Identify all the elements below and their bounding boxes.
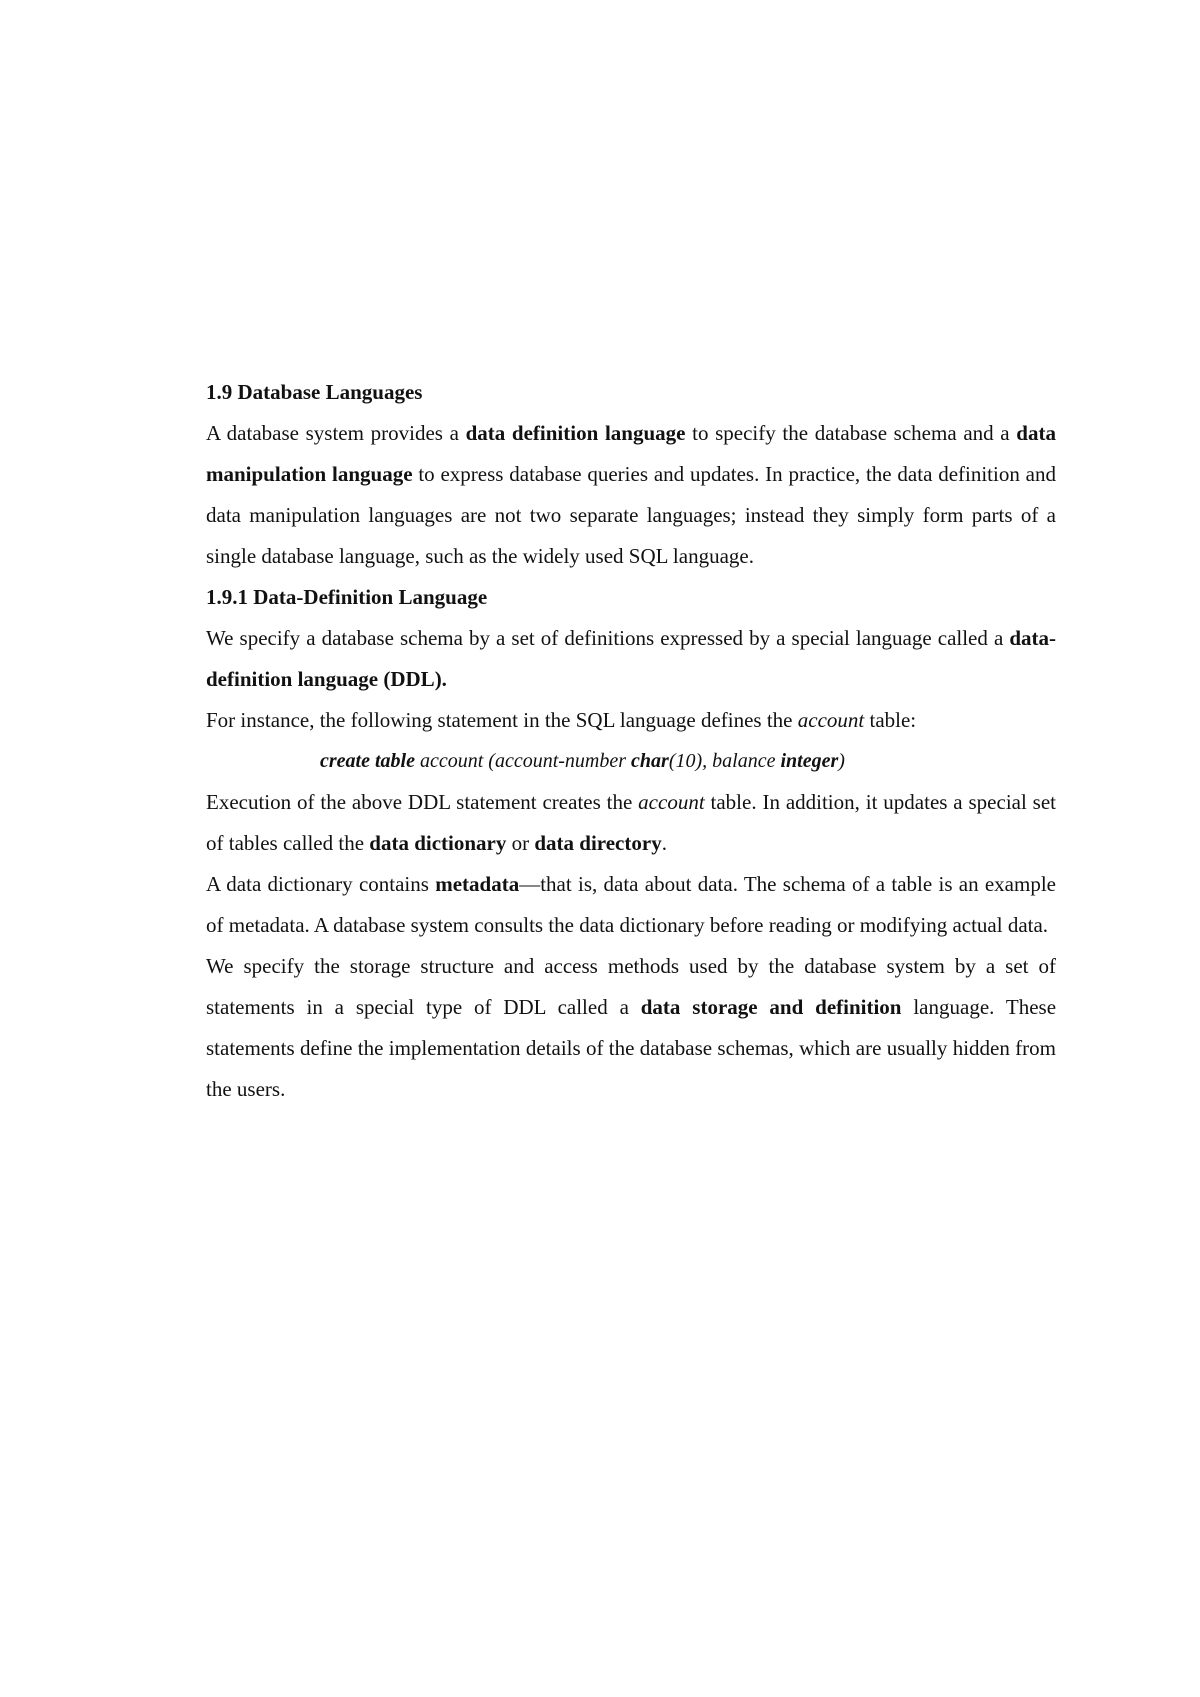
storage-text-1: We specify the storage structure and access methods used by the database system by a set of statements in a special type of DDL called a [206,954,1056,1019]
storage-text-2: language. These statements define the implementation details of the database schemas, which are usually hidden from the users. [206,995,1057,1101]
sql-statement [206,741,1056,782]
term-account: account [797,708,865,732]
intro-text-1: A database system provides a [206,421,466,445]
subsection-title: 1.9.1 Data-Definition Language [206,585,488,609]
example-text-1: For instance, the following statement in the SQL language defines the [206,708,798,732]
term-account-2: account [638,790,705,814]
sql-keyword-char: char [631,750,669,772]
exec-text-1: Execution of the above DDL statement creates the [206,790,639,814]
meta-text-1: A data dictionary contains [206,872,436,896]
example-text-2: table: [864,708,917,732]
ddl-definition-paragraph [206,618,1056,700]
term-ddl: data definition language [465,421,686,445]
term-data-storage-and-definition: data storage and definition [640,995,902,1019]
sql-text-2: (10), balance [668,750,781,772]
exec-text-4: . [661,831,667,855]
term-data-directory: data directory [534,831,662,855]
term-dml: data manipulation language [206,421,1056,486]
execution-paragraph [206,782,1056,864]
exec-text-2: table. In addition, it updates a special set of tables called the [206,790,1056,855]
sql-keyword-integer: integer [780,750,839,772]
term-data-definition-language: data-definition language (DDL). [206,626,1056,691]
storage-paragraph [206,946,1056,1110]
intro-text-2: to specify the database schema and a [685,421,1017,445]
example-intro-paragraph [206,700,1056,741]
sql-text-1: account (account-number [414,750,632,772]
term-metadata: metadata [435,872,520,896]
exec-text-3: or [506,831,535,855]
sql-keyword-create-table: create table [320,750,415,772]
intro-paragraph [206,413,1056,577]
section-title: 1.9 Database Languages [206,380,423,404]
metadata-paragraph [206,864,1056,946]
sql-text-3: ) [838,750,845,772]
term-data-dictionary: data dictionary [369,831,507,855]
document-page [206,372,1056,1110]
intro-text-3: to express database queries and updates. In practice, the data definition and data manipulation languages are not two separate languages; instead they simply form parts of a single database language, such as the widely used SQL language. [206,462,1056,568]
meta-text-2: —that is, data about data. The schema of a table is an example of metadata. A database system consults the data dictionary before reading or modifying actual data. [206,872,1056,937]
ddl-def-text: We specify a database schema by a set of definitions expressed by a special language called a [206,626,1010,650]
